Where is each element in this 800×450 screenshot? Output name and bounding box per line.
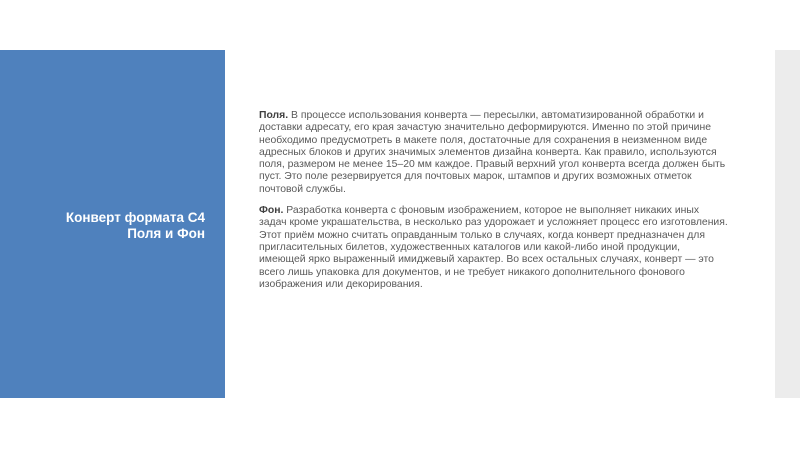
title-line-1: Конверт формата С4 bbox=[65, 210, 205, 225]
paragraph-body: Разработка конверта с фоновым изображением, которое не выполняет никаких иных задач кроме украшательства, в несколько раз удорожает и усложняет процесс его изготовления. Этот приём можно считать оправданным только в случаях, когда конверт предназначен для пригласительных билетов, художественных каталогов или какой-либо иной продукции, имеющей ярко выраженный имиджевый характер. Во всех остальных случаях, конверт — это всего лишь упаковка для документов, и не требует никакого дополнительного фонового изображения или декорирования. bbox=[259, 205, 728, 290]
paragraph-body: В процессе использования конверта — пересылки, автоматизированной обработки и доставки адресату, его края зачастую значительно деформируются. Именно по этой причине необходимо предусмотреть в макете поля, достаточные для сохранения в неизменном виде адресных блоков и других значимых элементов дизайна конверта. Как правило, используются поля, размером не менее 15–20 мм каждое. Правый верхний угол конверта всегда должен быть пуст. Это поле резервируется для почтовых марок, штампов и других возможных отметок почтовой службы. bbox=[259, 110, 726, 195]
paragraph-margins bbox=[259, 110, 729, 196]
paragraph-background bbox=[259, 205, 729, 291]
body-text bbox=[259, 110, 729, 300]
slide-title bbox=[66, 210, 205, 242]
title-panel bbox=[0, 50, 225, 398]
title-line-2: Поля и Фон bbox=[127, 226, 205, 241]
paragraph-lead: Поля. bbox=[259, 110, 289, 121]
paragraph-lead: Фон. bbox=[259, 205, 284, 217]
decorative-strip bbox=[775, 50, 800, 398]
